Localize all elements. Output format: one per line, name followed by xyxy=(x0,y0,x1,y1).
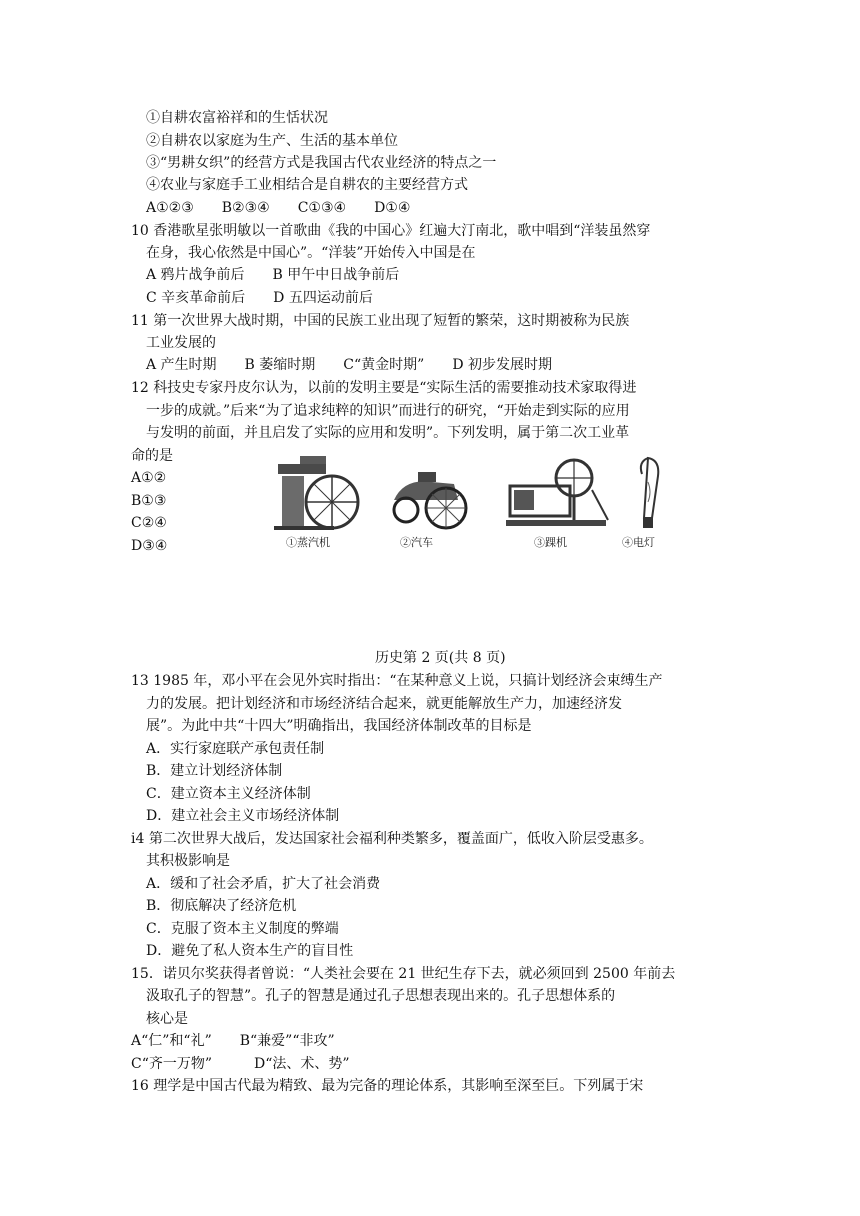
q12-choice-b: B①③ xyxy=(131,493,167,509)
q9-choices: A①②③ B②③④ C①③④ D①④ xyxy=(146,200,411,216)
q9-option-1: ①自耕农富裕祥和的生恬状况 xyxy=(146,110,328,126)
q12-choice-d: D③④ xyxy=(131,538,168,554)
q10-stem-line-1: 10 香港歌星张明敏以一首歌曲《我的中国心》红遍大汀南北，歌中唱到“洋装虽然穿 xyxy=(131,223,651,239)
q14-stem-line-2: 其积极影响是 xyxy=(146,853,230,869)
q11-stem-line-1: 11 第一次世界大战时期，中国的民族工业出现了短暂的繁荣，这时期被称为民族 xyxy=(131,313,630,329)
q15-stem-line-1: 15．诺贝尔奖获得者曾说：“人类社会要在 21 世纪生存下去，就必须回到 2500 年前去 xyxy=(131,966,676,982)
q11-stem-line-2: 工业发展的 xyxy=(146,335,216,351)
q13-stem-line-2: 力的发展。把计划经济和市场经济结合起来，就更能解放生产力，加速经济发 xyxy=(146,696,622,712)
q10-stem-line-2: 在身，我心依然是中国心”。“洋装”开始传入中国是在 xyxy=(146,245,476,261)
caption-light-bulb: ④电灯 xyxy=(622,536,655,549)
q12-stem-line-1: 12 科技史专家丹皮尔认为，以前的发明主要是“实际生活的需要推动技术家取得进 xyxy=(131,380,637,396)
q14-choice-d: D．避免了私人资本生产的盲目性 xyxy=(146,943,354,959)
q10-choices-2: C 辛亥革命前后 D 五四运动前后 xyxy=(146,290,373,306)
caption-steam-engine: ①蒸汽机 xyxy=(286,536,330,549)
q13-choice-b: B．建立计划经济体制 xyxy=(146,763,283,779)
q13-stem-line-3: 展”。为此中共“十四大”明确指出，我国经济体制改革的目标是 xyxy=(146,718,532,734)
q12-stem-line-2: 一步的成就。”后来“为了追求纯粹的知识”而进行的研究，“开始走到实际的应用 xyxy=(146,403,630,419)
inventions-figure xyxy=(268,446,668,552)
q9-option-3: ③“男耕女织”的经营方式是我国古代农业经济的特点之一 xyxy=(146,155,497,171)
q16-stem-line-1: 16 理学是中国古代最为精致、最为完备的理论体系，其影响至深至巨。下列属于宋 xyxy=(131,1078,644,1094)
q13-stem-line-1: 13 1985 年，邓小平在会见外宾时指出：“在某种意义上说，只搞计划经济会束缚生产 xyxy=(131,673,663,689)
q10-choices-1: A 鸦片战争前后 B 甲午中日战争前后 xyxy=(146,267,400,283)
q14-choice-b: B．彻底解决了经济危机 xyxy=(146,898,297,914)
q12-choice-c: C②④ xyxy=(131,515,167,531)
q15-stem-line-3: 核心是 xyxy=(146,1011,188,1027)
q15-choices-1: A“仁”和“礼” B“兼爱”“非攻” xyxy=(131,1033,335,1049)
q14-choice-c: C．克服了资本主义制度的弊端 xyxy=(146,921,339,937)
automobile-icon xyxy=(384,466,476,532)
loom-machine-icon xyxy=(504,450,614,532)
q14-choice-a: A．缓和了社会矛盾，扩大了社会消费 xyxy=(146,876,381,892)
q12-stem-line-3: 与发明的前面，并且启发了实际的应用和发明”。下列发明，属于第二次工业革 xyxy=(146,425,630,441)
steam-engine-icon xyxy=(270,452,362,532)
q15-stem-line-2: 汲取孔子的智慧”。孔子的智慧是通过孔子思想表现出来的。孔子思想体系的 xyxy=(146,988,616,1004)
caption-loom-machine: ③踝机 xyxy=(534,536,567,549)
q9-option-2: ②自耕农以家庭为生产、生活的基本单位 xyxy=(146,133,398,149)
q9-option-4: ④农业与家庭手工业相结合是自耕农的主要经营方式 xyxy=(146,177,468,193)
page-footer: 历史第 2 页(共 8 页) xyxy=(375,650,506,666)
q11-choices: A 产生时期 B 萎缩时期 C“黄金时期” D 初步发展时期 xyxy=(146,357,552,373)
q15-choices-2: C“齐一万物” D“法、术、势” xyxy=(131,1056,350,1072)
q12-choice-a: A①② xyxy=(131,470,167,486)
light-bulb-icon xyxy=(632,452,664,532)
q13-choice-c: C．建立资本主义经济体制 xyxy=(146,786,311,802)
q12-stem-line-4: 命的是 xyxy=(131,448,173,464)
q14-stem-line-1: i4 第二次世界大战后，发达国家社会福利种类繁多，覆盖面广，低收入阶层受惠多。 xyxy=(131,831,653,847)
q13-choice-a: A．实行家庭联产承包责任制 xyxy=(146,741,325,757)
caption-automobile: ②汽车 xyxy=(400,536,433,549)
q13-choice-d: D．建立社会主义市场经济体制 xyxy=(146,808,340,824)
